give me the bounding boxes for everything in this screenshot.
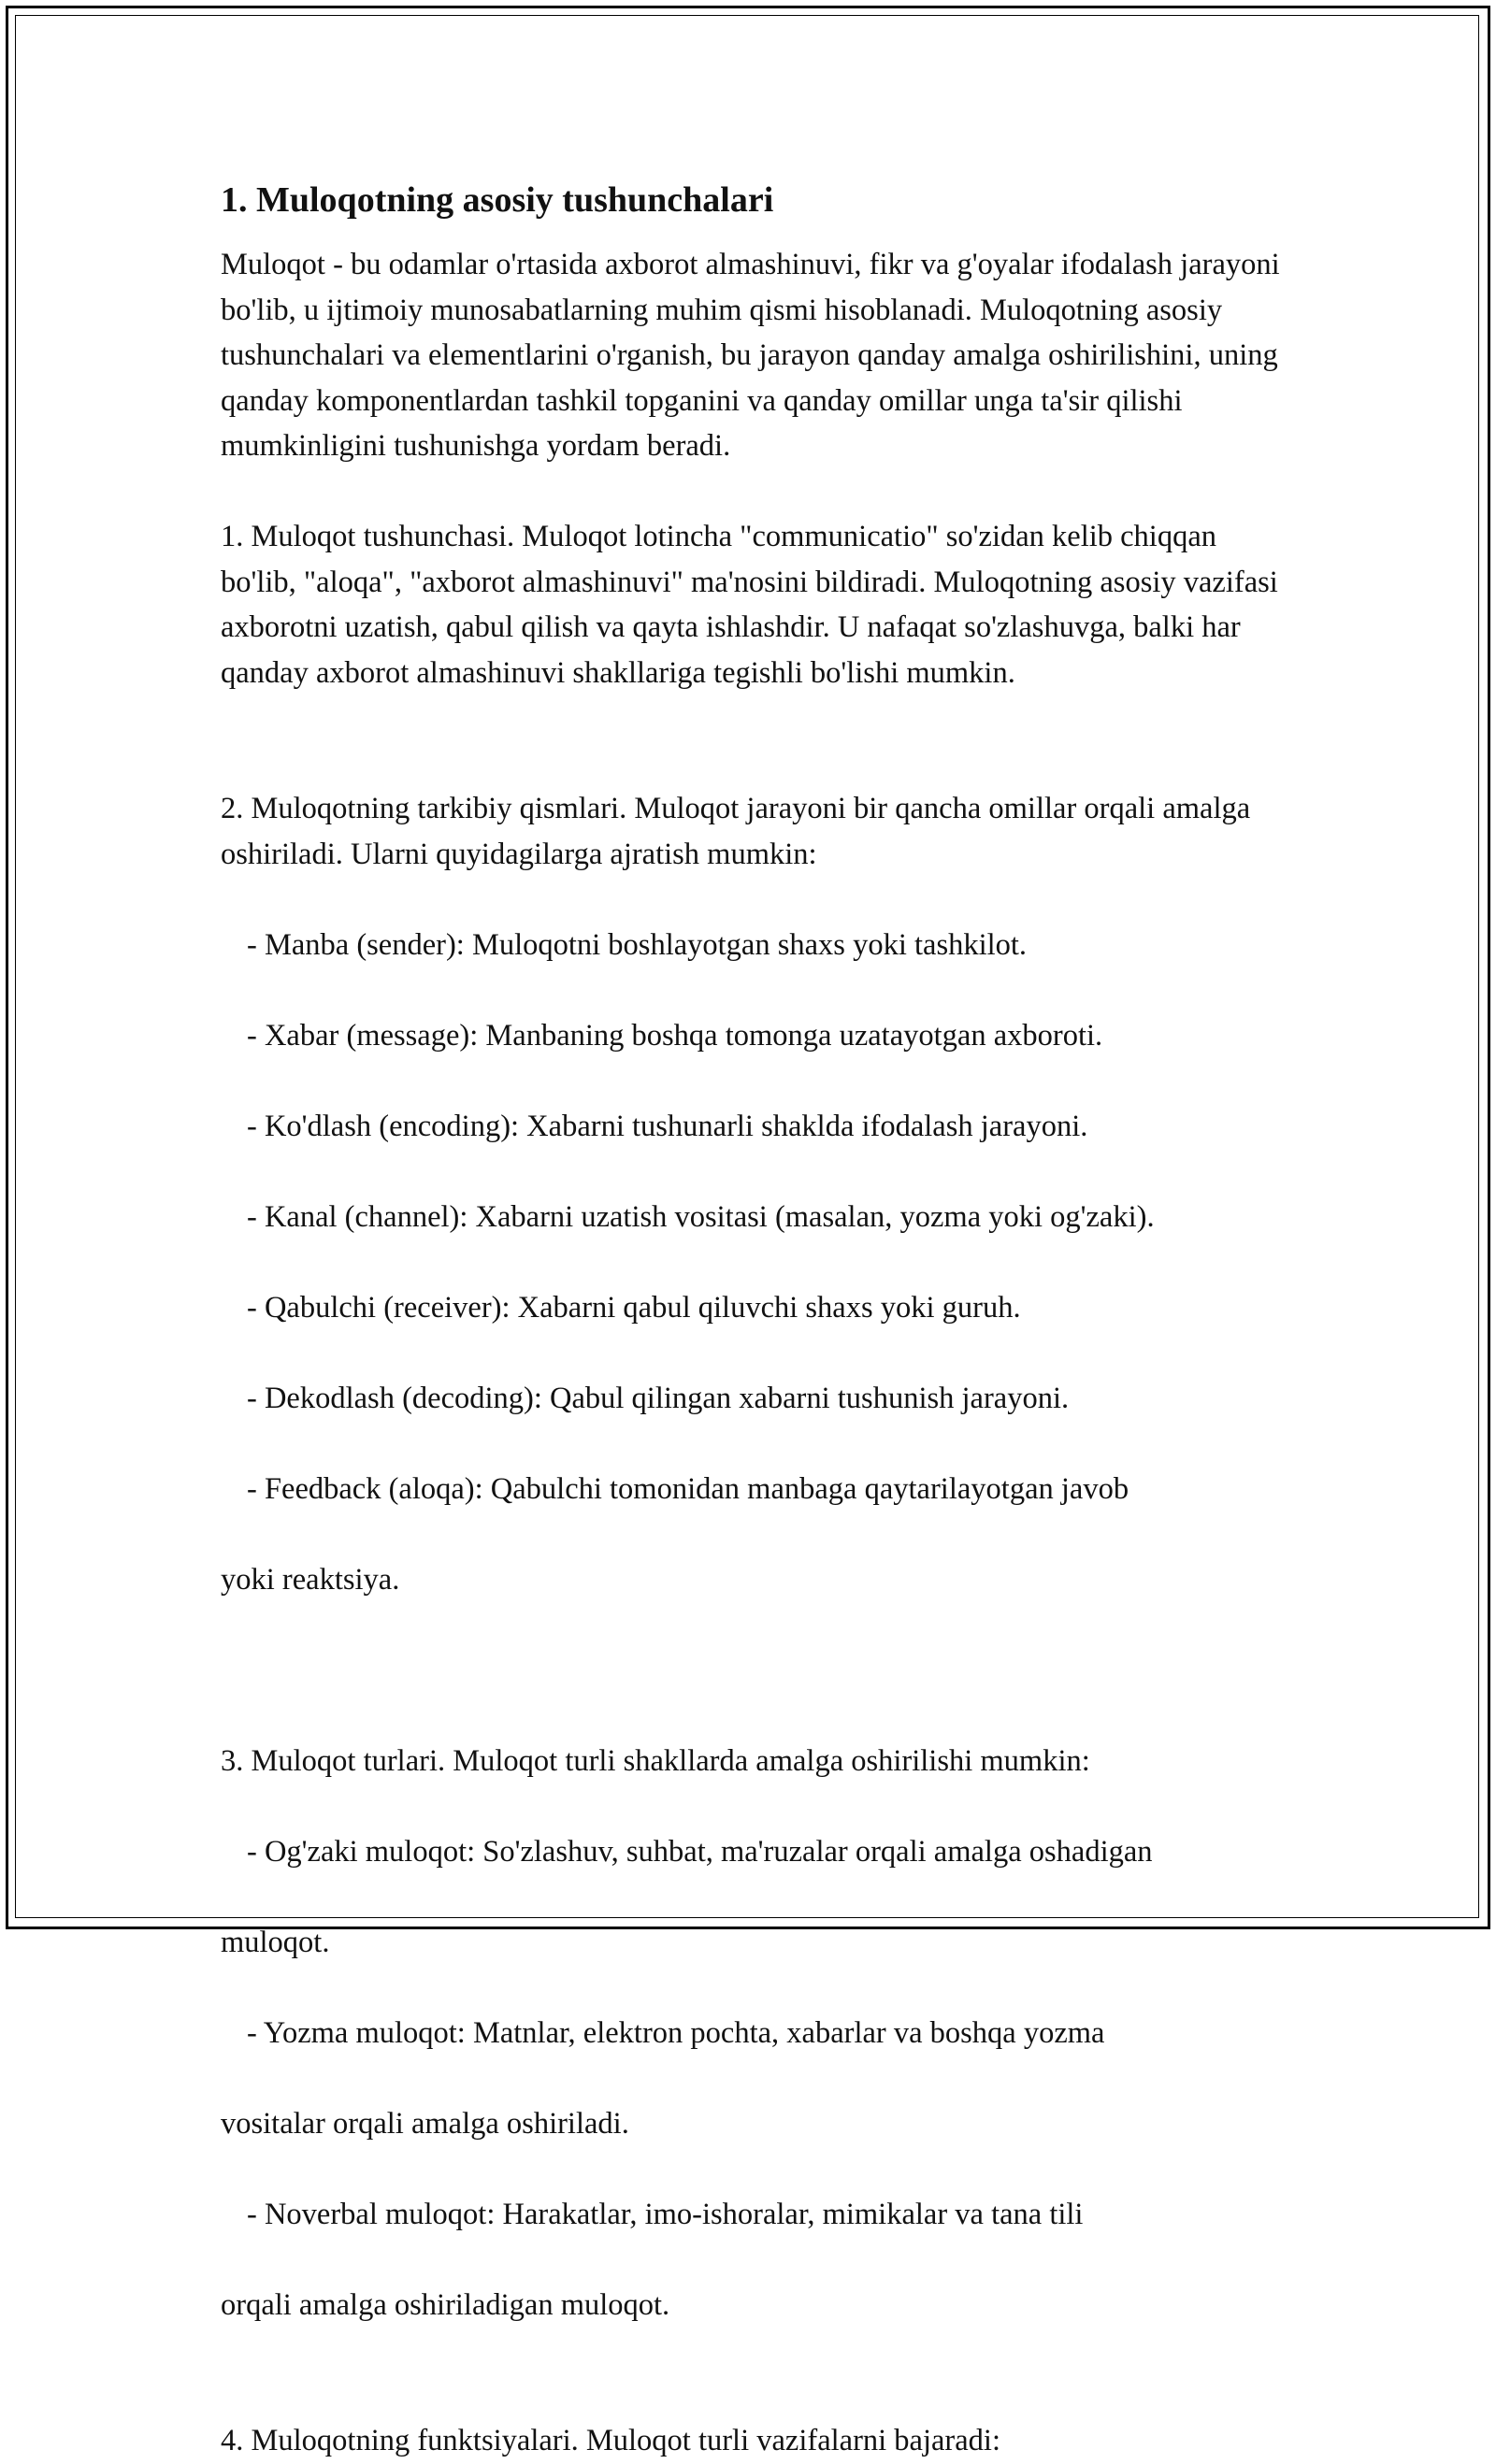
list-item-continuation: yoki reaktsiya. [221, 1562, 400, 1597]
list-item: - Og'zaki muloqot: So'zlashuv, suhbat, ma'ruzalar orqali amalga oshadigan [247, 1834, 1153, 1869]
section-1-paragraph: 1. Muloqot tushunchasi. Muloqot lotincha "communicatio" so'zidan kelib chiqqan bo'lib, "aloqa", "axborot almashinuvi" ma'nosini bildiradi. Muloqotning asosiy vazifasi axborotni uzatish, qabul qilish va qayta ishlashdir. U nafaqat so'zlashuvga, balki har qanday axborot almashinuvi shakllariga tegishli bo'lishi mumkin. [221, 520, 1278, 690]
list-item: - Ko'dlash (encoding): Xabarni tushunarli shaklda ifodalash jarayoni. [247, 1109, 1088, 1143]
section-3-lead: 3. Muloqot turlari. Muloqot turli shakllarda amalga oshirilishi mumkin: [221, 1743, 1090, 1778]
list-item-continuation: muloqot. [221, 1925, 330, 1959]
section-4-paragraph: 4. Muloqotning funktsiyalari. Muloqot turli vazifalarni bajaradi: [221, 2424, 1000, 2457]
list-item: - Qabulchi (receiver): Xabarni qabul qiluvchi shaxs yoki guruh. [247, 1290, 1021, 1325]
list-item: - Dekodlash (decoding): Qabul qilingan xabarni tushunish jarayoni. [247, 1381, 1070, 1415]
paragraph-gap [221, 2373, 1296, 2419]
paragraph-gap [221, 1648, 1296, 1694]
list-item: - Feedback (aloqa): Qabulchi tomonidan manbaga qaytarilayotgan javob [247, 1471, 1129, 1506]
list-item: - Manba (sender): Muloqotni boshlayotgan shaxs yoki tashkilot. [247, 927, 1028, 962]
list-item-continuation: orqali amalga oshiriladigan muloqot. [221, 2287, 670, 2322]
intro-paragraph: Muloqot - bu odamlar o'rtasida axborot almashinuvi, fikr va g'oyalar ifodalash jarayoni bo'lib, u ijtimoiy munosabatlarning muhim qismi hisoblanadi. Muloqotning asosiy tushunchalari va elementlarini o'rganish, bu jarayon qanday amalga oshirilishini, uning qanday komponentlardan tashkil topganini va qanday omillar unga ta'sir qilishi mumkinligini tushunishga yordam beradi. [221, 248, 1280, 463]
list-item: - Xabar (message): Manbaning boshqa tomonga uzatayotgan axboroti. [247, 1018, 1103, 1053]
list-item: - Yozma muloqot: Matnlar, elektron pochta, xabarlar va boshqa yozma [247, 2015, 1105, 2050]
list-item-continuation: vositalar orqali amalga oshiriladi. [221, 2106, 629, 2141]
list-item: - Noverbal muloqot: Harakatlar, imo-ishoralar, mimikalar va tana tili [247, 2197, 1084, 2231]
list-item: - Kanal (channel): Xabarni uzatish vositasi (masalan, yozma yoki og'zaki). [247, 1199, 1155, 1234]
document-body [221, 173, 1296, 2464]
document-title: 1. Muloqotning asosiy tushunchalari [221, 180, 774, 220]
section-3 [221, 1693, 1296, 2373]
section-2-lead: 2. Muloqotning tarkibiy qismlari. Muloqot jarayoni bir qancha omillar orqali amalga oshiriladi. Ularni quyidagilarga ajratish mumkin: [221, 792, 1251, 871]
paragraph-gap [221, 469, 1296, 515]
paragraph-gap [221, 695, 1296, 741]
section-2 [221, 741, 1296, 1648]
